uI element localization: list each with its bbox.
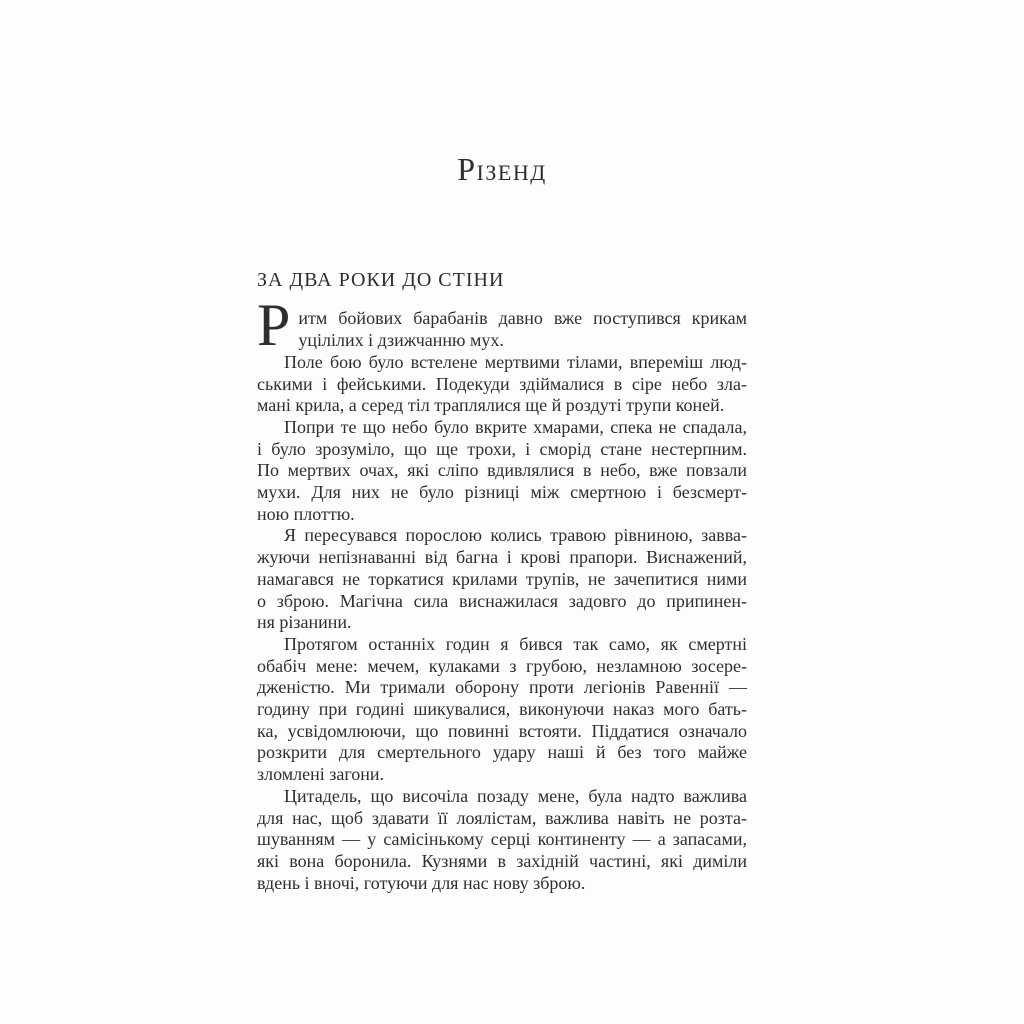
text-line: шуванням — у самісінькому серці континенту — а запасами, bbox=[257, 829, 747, 850]
text-line: о зброю. Магічна сила виснажилася задовго до припинен- bbox=[257, 590, 747, 611]
paragraph bbox=[257, 634, 747, 786]
text-column bbox=[257, 0, 747, 894]
text-line: які вона боронила. Кузнями в західній частині, які диміли bbox=[257, 850, 747, 871]
text-line: Попри те що небо було вкрите хмарами, спека не спадала, bbox=[284, 416, 747, 437]
text-line: розкрити для смертельного удару наші й без того майже bbox=[257, 742, 747, 763]
text-line: вдень і вночі, готуючи для нас нову зброю. bbox=[257, 872, 586, 893]
text-line: обабіч мене: мечем, кулаками з грубою, незламною зосере- bbox=[257, 655, 747, 676]
text-line: ня різанини. bbox=[257, 612, 352, 633]
text-line: дженістю. Ми тримали оборону проти легіонів Равеннії — bbox=[257, 677, 747, 698]
text-line: зломлені загони. bbox=[257, 764, 385, 785]
paragraph bbox=[257, 352, 747, 417]
text-line: ною плоттю. bbox=[257, 503, 355, 524]
text-line: мані крила, а серед тіл траплялися ще й роздуті трупи коней. bbox=[257, 395, 725, 416]
text-line: Я пересувався порослою колись травою рівниною, завва- bbox=[284, 525, 747, 546]
text-line: і було зрозуміло, що ще трохи, і сморід стане нестерпним. bbox=[257, 438, 747, 459]
body-text bbox=[257, 292, 747, 894]
text-line: намагався не торкатися крилами трупів, не зачепитися ними bbox=[257, 568, 747, 589]
text-line: ка, усвідомлюючи, що повинні встояти. Піддатися означало bbox=[257, 720, 747, 741]
text-line: итм бойових барабанів давно вже поступився крикам bbox=[298, 308, 747, 329]
text-line: По мертвих очах, які сліпо вдивлялися в небо, вже повзали bbox=[257, 460, 747, 481]
chapter-title: Різенд bbox=[457, 151, 547, 187]
drop-cap: Р bbox=[257, 292, 291, 359]
text-line: уцілілих і дзижчанню мух. bbox=[298, 330, 504, 351]
text-line: для нас, щоб здавати її лоялістам, важлива навіть не розта- bbox=[257, 807, 747, 828]
paragraph bbox=[257, 417, 747, 526]
text-line: Поле бою було встелене мертвими тілами, впереміш люд- bbox=[284, 351, 747, 372]
section-heading: ЗА ДВА РОКИ ДО СТІНИ bbox=[257, 269, 505, 292]
text-line: годину при годині шикувалися, виконуючи наказ мого бать- bbox=[257, 699, 747, 720]
paragraph bbox=[257, 786, 747, 895]
paragraph bbox=[257, 525, 747, 634]
text-line: Цитадель, що височіла позаду мене, була надто важлива bbox=[284, 785, 747, 806]
text-line: Протягом останніх годин я бився так само, як смертні bbox=[284, 633, 747, 654]
text-line: ськими і фейськими. Подекуди здіймалися в сіре небо зла- bbox=[257, 373, 747, 394]
text-line: мухи. Для них не було різниці між смертною і безсмерт- bbox=[257, 482, 747, 503]
paragraph bbox=[257, 292, 747, 359]
text-line: жуючи непізнаванні від багна і крові прапори. Виснажений, bbox=[257, 547, 747, 568]
